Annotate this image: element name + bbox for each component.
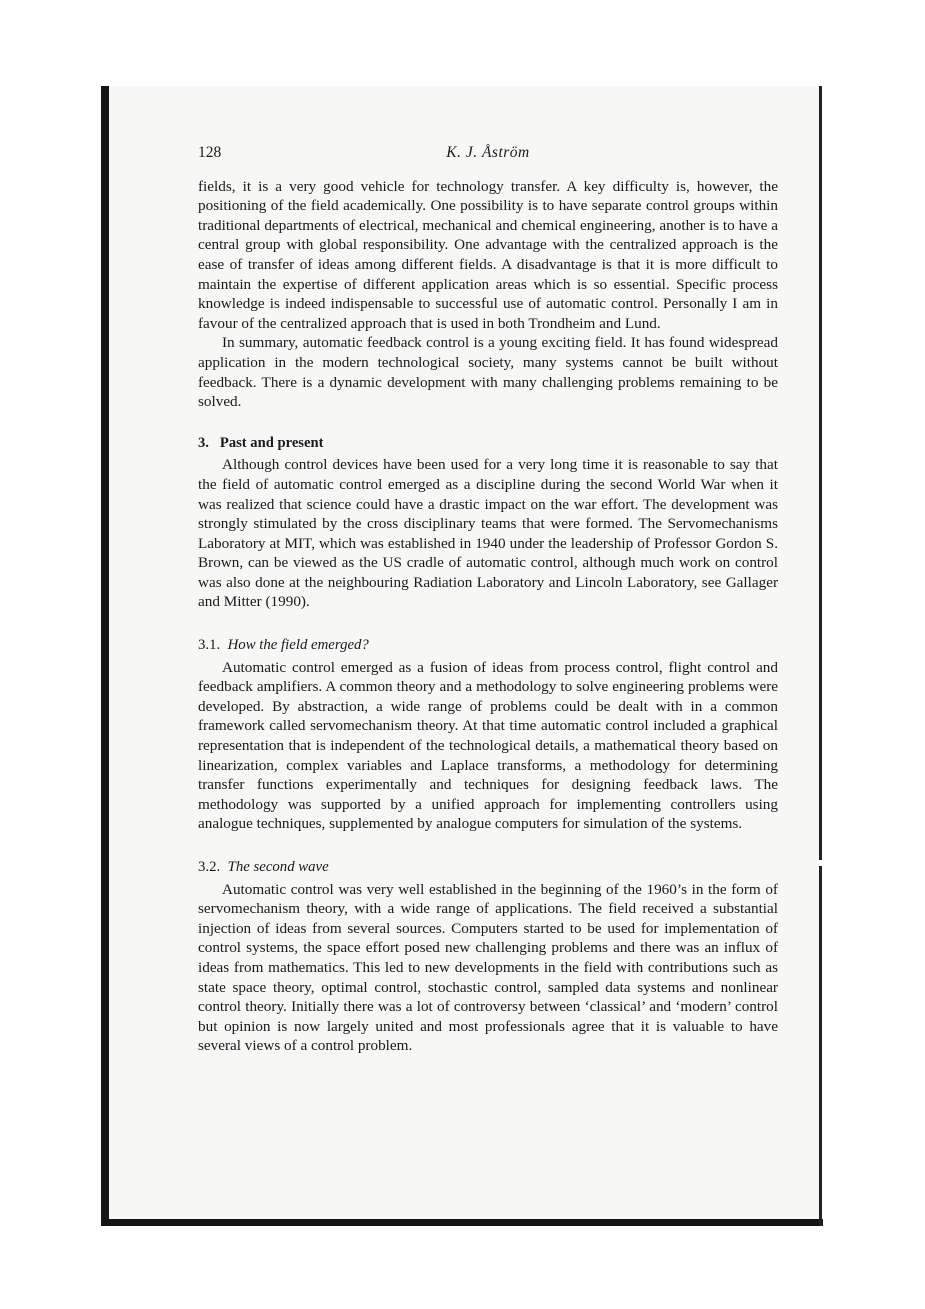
scan-border-right: [819, 86, 822, 1226]
subsection-title: How the field emerged?: [227, 637, 369, 654]
page-number: 128: [198, 144, 222, 161]
subsection-number: 3.1.: [198, 637, 221, 654]
page-text: [198, 143, 778, 1056]
section-number: 3.: [198, 434, 209, 451]
running-header: [198, 143, 778, 163]
section-heading-3: [198, 434, 778, 454]
subsection-title: The second wave: [227, 859, 329, 875]
section-title: Past and present: [219, 434, 324, 451]
subsection-heading-3-2: [198, 858, 778, 878]
paragraph-section-3: Although control devices have been used for a very long time it is reasonable to say that the field of automatic control emerged as a discipline during the second World War when it was realized that science could have a drastic impact on the war effort. The development was strongly stimulated by the cross disciplinary teams that were formed. The Servomechanisms Laboratory at MIT, which was established in 1940 under the leadership of Professor Gordon S. Brown, can be viewed as the US cradle of automatic control, although much work on control was also done at the neighbouring Radiation Laboratory and Lincoln Laboratory, see Gallager and Mitter (1990).: [198, 456, 778, 611]
scan-border-left: [101, 86, 109, 1222]
subsection-heading-3-1: [198, 636, 778, 656]
scan-border-bottom: [101, 1219, 823, 1226]
running-author: K. J. Åström: [446, 144, 530, 161]
subsection-number: 3.2.: [198, 859, 221, 875]
paragraph-intro-2: In summary, automatic feedback control is a young exciting field. It has found widespread application in the modern technological society, many systems cannot be built without feedback. There is a dynamic development with many challenging problems remaining to be solved.: [198, 334, 778, 411]
paragraph-section-3-1: Automatic control emerged as a fusion of ideas from process control, flight control and feedback amplifiers. A common theory and a methodology to solve engineering problems were developed. By abstraction, a wide range of problems could be dealt with in a common framework called servomechanism theory. At that time automatic control included a graphical representation that is independent of the technological details, a mathematical theory based on linearization, complex variables and Laplace transforms, a methodology for determining transfer functions experimentally and techniques for designing feedback laws. The methodology was supported by a unified approach for implementing controllers using analogue techniques, supplemented by analogue computers for simulation of the systems.: [198, 658, 778, 833]
scan-border-right-gap: [817, 860, 823, 866]
paragraph-section-3-2: Automatic control was very well established in the beginning of the 1960’s in the form of servomechanism theory, with a wide range of applications. The field received a substantial injection of ideas from several sources. Computers started to be used for implementation of control systems, the space effort posed new challenging problems and there was an influx of ideas from mathematics. This led to new developments in the field with contributions such as state space theory, optimal control, stochastic control, sampled data systems and nonlinear control theory. Initially there was a lot of controversy between ‘classical’ and ‘modern’ control but opinion is now largely united and most professionals agree that it is valuable to have several views of a control problem.: [198, 880, 778, 1055]
paragraph-intro-1: fields, it is a very good vehicle for technology transfer. A key difficulty is, however, the positioning of the field academically. One possibility is to have separate control groups within traditional departments of electrical, mechanical and chemical engineering, another is to have a central group with global responsibility. One advantage with the centralized approach is the ease of transfer of ideas among different fields. A disadvantage is that it is more difficult to maintain the expertise of different application areas which is so essential. Specific process knowledge is indeed indispensable to successful use of automatic control. Personally I am in favour of the centralized approach that is used in both Trondheim and Lund.: [198, 177, 778, 332]
